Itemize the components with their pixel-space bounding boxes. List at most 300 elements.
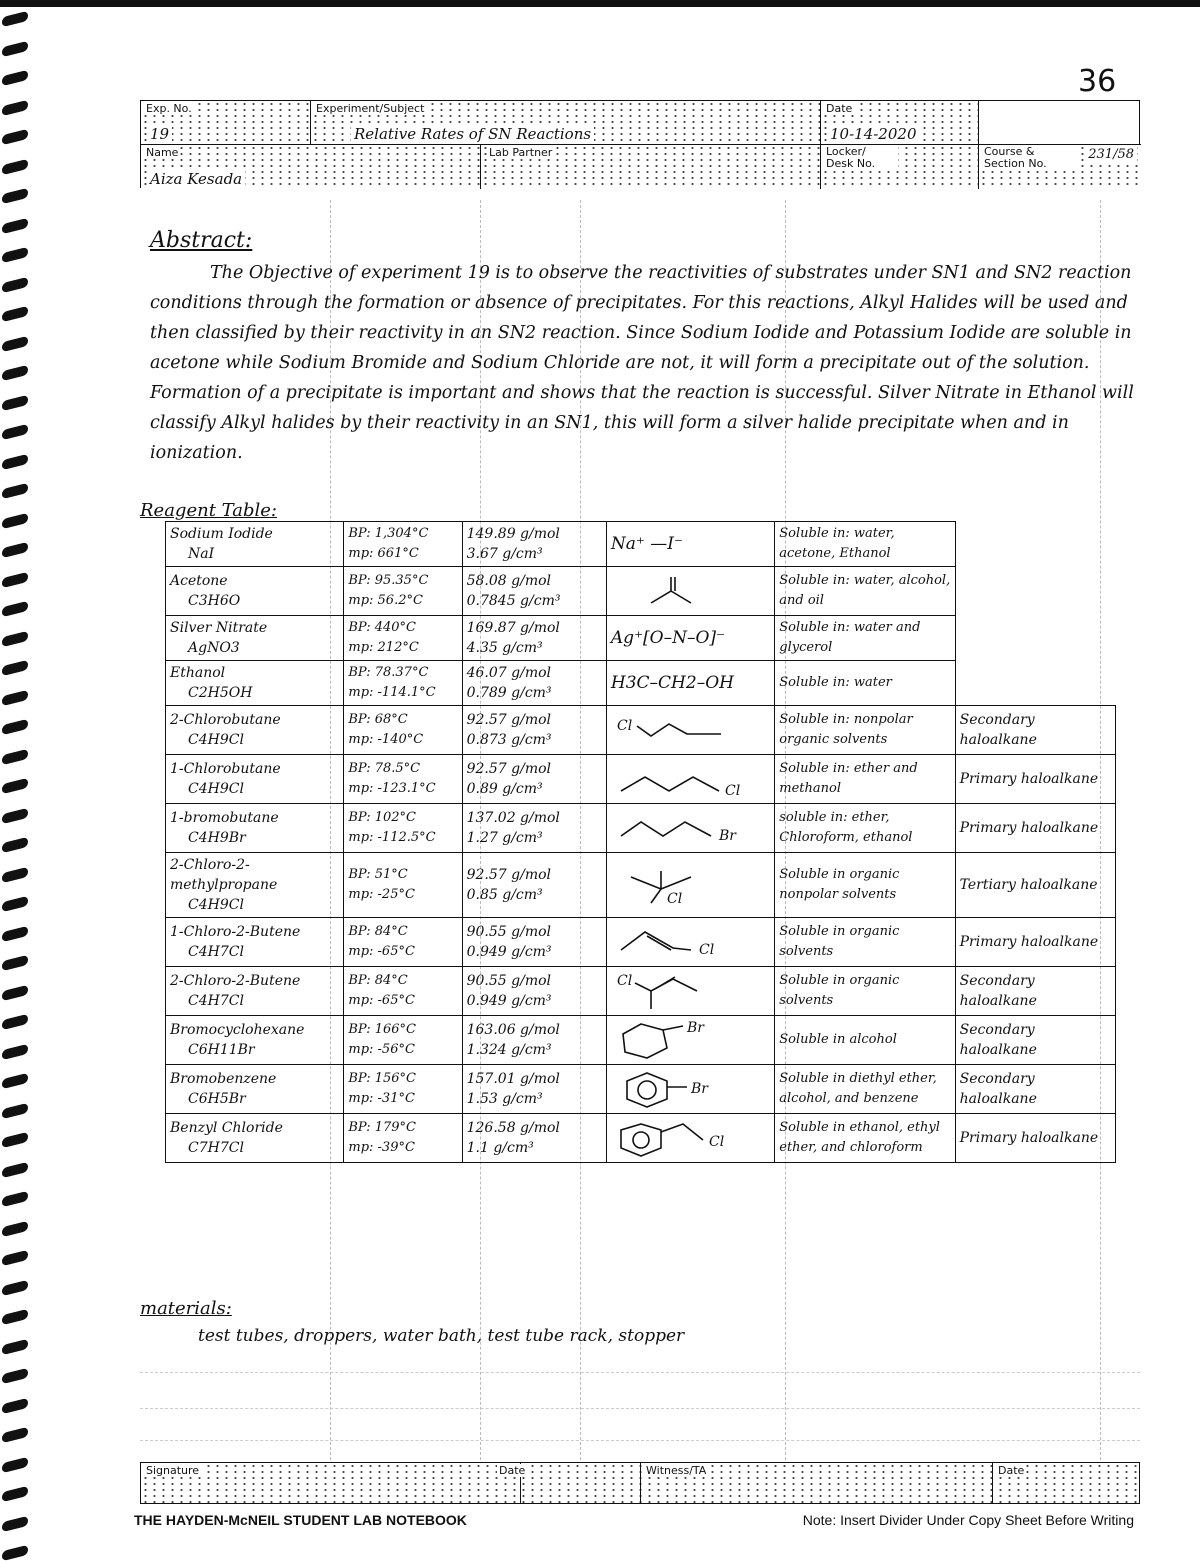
spiral-coil bbox=[2, 394, 28, 410]
spiral-coil bbox=[2, 571, 28, 587]
spiral-coil bbox=[2, 689, 28, 705]
reagent-bp-cell-bp: BP: 51°C bbox=[348, 867, 408, 882]
reagent-solubility-cell-solubility: soluble in: ether, Chloroform, ethanol bbox=[779, 810, 913, 845]
reagent-bp-cell-bp: BP: 84°C bbox=[348, 924, 408, 939]
reagent-mw-cell-mw: 169.87 g/mol bbox=[466, 620, 560, 636]
reagent-name-cell bbox=[166, 804, 344, 853]
reagent-solubility-cell-solubility: Soluble in diethyl ether, alcohol, and benzene bbox=[779, 1071, 937, 1106]
reagent-solubility-cell bbox=[775, 522, 955, 567]
spiral-coil bbox=[2, 11, 28, 27]
reagent-class-cell bbox=[955, 1065, 1115, 1114]
reagent-bp-cell-mp: mp: -39°C bbox=[348, 1140, 415, 1155]
witness-date-cell bbox=[993, 1463, 1141, 1503]
reagent-mw-cell bbox=[462, 967, 606, 1016]
reagent-solubility-cell bbox=[775, 804, 955, 853]
reagent-mw-cell-mw: 92.57 g/mol bbox=[466, 867, 551, 883]
reagent-solubility-cell bbox=[775, 918, 955, 967]
name-cell bbox=[141, 145, 481, 189]
reagent-name-cell bbox=[166, 1114, 344, 1163]
reagent-solubility-cell bbox=[775, 706, 955, 755]
reagent-bp-cell-mp: mp: -123.1°C bbox=[348, 781, 436, 796]
reagent-name-cell bbox=[166, 706, 344, 755]
notebook-header bbox=[140, 100, 1140, 188]
subject-label: Experiment/Subject bbox=[316, 102, 425, 115]
reagent-name-cell bbox=[166, 1065, 344, 1114]
reagent-class-cell-class: Primary haloalkane bbox=[959, 820, 1099, 836]
reagent-solubility-cell bbox=[775, 567, 955, 616]
reagent-row bbox=[166, 1016, 1116, 1065]
partner-cell bbox=[481, 145, 821, 189]
reagent-table-heading: Reagent Table: bbox=[140, 500, 277, 521]
reagent-bp-cell-mp: mp: -114.1°C bbox=[348, 685, 436, 700]
spiral-coil bbox=[2, 1191, 28, 1207]
svg-text:Br: Br bbox=[686, 1020, 704, 1036]
reagent-solubility-cell-solubility: Soluble in organic solvents bbox=[779, 973, 900, 1008]
exp-no-cell bbox=[141, 101, 311, 145]
structure-drawing bbox=[611, 569, 761, 613]
reagent-structure-cell bbox=[606, 1016, 774, 1065]
reagent-structure-cell bbox=[606, 1114, 774, 1163]
signature-cell bbox=[141, 1463, 521, 1503]
structure-text: Ag⁺[O–N–O]⁻ bbox=[610, 628, 726, 648]
reagent-name-cell-formula: AgNO3 bbox=[188, 640, 240, 656]
reagent-structure-cell bbox=[606, 567, 774, 616]
reagent-bp-cell bbox=[344, 853, 462, 918]
reagent-bp-cell-bp: BP: 1,304°C bbox=[348, 526, 429, 541]
structure-drawing bbox=[611, 1067, 761, 1111]
reagent-bp-cell bbox=[344, 804, 462, 853]
svg-text:Cl: Cl bbox=[708, 1134, 725, 1150]
reagent-mw-cell bbox=[462, 1016, 606, 1065]
reagent-class-cell bbox=[955, 967, 1115, 1016]
reagent-bp-cell bbox=[344, 918, 462, 967]
reagent-class-cell bbox=[955, 567, 1115, 616]
reagent-structure-cell bbox=[606, 616, 774, 661]
reagent-name-cell-formula: C3H6O bbox=[188, 593, 241, 609]
reagent-name-cell-formula: C4H9Br bbox=[188, 830, 246, 846]
reagent-name-cell-formula: C6H11Br bbox=[188, 1042, 255, 1058]
date-cell bbox=[821, 101, 979, 145]
signature-footer bbox=[140, 1462, 1140, 1504]
reagent-mw-cell-density: 0.873 g/cm³ bbox=[466, 732, 552, 748]
reagent-structure-cell bbox=[606, 918, 774, 967]
spiral-coil bbox=[2, 1102, 28, 1118]
reagent-solubility-cell-solubility: Soluble in alcohol bbox=[779, 1032, 897, 1047]
svg-text:Cl: Cl bbox=[698, 942, 715, 958]
reagent-bp-cell-bp: BP: 166°C bbox=[348, 1022, 416, 1037]
reagent-mw-cell bbox=[462, 1065, 606, 1114]
spiral-coil bbox=[2, 70, 28, 86]
spiral-coil bbox=[2, 129, 28, 145]
spiral-coil bbox=[2, 1545, 28, 1561]
abstract-heading: Abstract: bbox=[150, 228, 253, 253]
reagent-bp-cell-bp: BP: 102°C bbox=[348, 810, 416, 825]
notebook-brand: THE HAYDEN-McNEIL STUDENT LAB NOTEBOOK bbox=[134, 1512, 467, 1528]
reagent-mw-cell-mw: 163.06 g/mol bbox=[466, 1022, 560, 1038]
reagent-solubility-cell-solubility: Soluble in: water, acetone, Ethanol bbox=[779, 526, 895, 561]
reagent-class-cell bbox=[955, 853, 1115, 918]
materials-text: test tubes, droppers, water bath, test tube rack, stopper bbox=[198, 1326, 685, 1346]
svg-text:Cl: Cl bbox=[616, 718, 633, 734]
reagent-mw-cell-density: 0.89 g/cm³ bbox=[466, 781, 543, 797]
spiral-coil bbox=[2, 837, 28, 853]
reagent-solubility-cell-solubility: Soluble in organic solvents bbox=[779, 924, 900, 959]
spiral-coil bbox=[2, 1220, 28, 1236]
reagent-mw-cell-density: 1.53 g/cm³ bbox=[466, 1091, 543, 1107]
spiral-coil bbox=[2, 247, 28, 263]
structure-text: H3C–CH2–OH bbox=[610, 673, 734, 693]
reagent-solubility-cell-solubility: Soluble in organic nonpolar solvents bbox=[779, 867, 900, 902]
reagent-name-cell-name: 1-bromobutane bbox=[170, 810, 279, 826]
spiral-coil bbox=[2, 217, 28, 233]
reagent-class-cell-class: Primary haloalkane bbox=[959, 1130, 1099, 1146]
reagent-structure-cell bbox=[606, 1065, 774, 1114]
spiral-coil bbox=[2, 1456, 28, 1472]
spiral-coil bbox=[2, 158, 28, 174]
guide-line bbox=[140, 1440, 1140, 1441]
reagent-bp-cell-bp: BP: 68°C bbox=[348, 712, 408, 727]
reagent-mw-cell bbox=[462, 567, 606, 616]
reagent-name-cell bbox=[166, 661, 344, 706]
reagent-mw-cell-density: 1.27 g/cm³ bbox=[466, 830, 543, 846]
spiral-binding bbox=[0, 0, 34, 1560]
exp-no-label: Exp. No. bbox=[146, 102, 192, 115]
reagent-name-cell-formula: C4H9Cl bbox=[188, 781, 244, 797]
reagent-mw-cell-mw: 92.57 g/mol bbox=[466, 761, 551, 777]
svg-text:Cl: Cl bbox=[666, 891, 683, 907]
reagent-bp-cell-mp: mp: 56.2°C bbox=[348, 593, 423, 608]
reagent-name-cell-name: 2-Chloro-2-methylpropane bbox=[170, 857, 278, 893]
structure-drawing bbox=[611, 1116, 761, 1160]
reagent-name-cell-formula: C4H7Cl bbox=[188, 944, 244, 960]
spiral-coil bbox=[2, 1397, 28, 1413]
reagent-bp-cell-bp: BP: 156°C bbox=[348, 1071, 416, 1086]
svg-text:Br: Br bbox=[718, 828, 736, 844]
spiral-coil bbox=[2, 1132, 28, 1148]
witness-cell bbox=[641, 1463, 993, 1503]
reagent-class-cell bbox=[955, 616, 1115, 661]
reagent-solubility-cell-solubility: Soluble in: nonpolar organic solvents bbox=[779, 712, 913, 747]
spiral-coil bbox=[2, 1309, 28, 1325]
reagent-class-cell bbox=[955, 755, 1115, 804]
reagent-name-cell-formula: C6H5Br bbox=[188, 1091, 246, 1107]
structure-text: Na⁺ —I⁻ bbox=[610, 534, 683, 554]
reagent-bp-cell-bp: BP: 84°C bbox=[348, 973, 408, 988]
reagent-structure-cell bbox=[606, 853, 774, 918]
reagent-class-cell bbox=[955, 706, 1115, 755]
date-value: 10-14-2020 bbox=[827, 125, 919, 143]
reagent-mw-cell-density: 0.85 g/cm³ bbox=[466, 887, 543, 903]
reagent-structure-cell bbox=[606, 706, 774, 755]
reagent-bp-cell bbox=[344, 706, 462, 755]
spiral-coil bbox=[2, 365, 28, 381]
spiral-coil bbox=[2, 660, 28, 676]
reagent-name-cell-formula: C4H9Cl bbox=[188, 732, 244, 748]
spiral-coil bbox=[2, 955, 28, 971]
structure-drawing bbox=[611, 1018, 761, 1062]
reagent-solubility-cell-solubility: Soluble in: water and glycerol bbox=[779, 620, 921, 655]
reagent-name-cell-name: Sodium Iodide bbox=[170, 526, 273, 542]
structure-drawing bbox=[611, 806, 761, 850]
reagent-row bbox=[166, 967, 1116, 1016]
spiral-coil bbox=[2, 1486, 28, 1502]
spiral-coil bbox=[2, 866, 28, 882]
sig-date-cell bbox=[499, 1463, 641, 1503]
spiral-coil bbox=[2, 1014, 28, 1030]
reagent-row bbox=[166, 567, 1116, 616]
reagent-row bbox=[166, 1065, 1116, 1114]
course-cell bbox=[979, 145, 1141, 189]
reagent-bp-cell bbox=[344, 661, 462, 706]
reagent-mw-cell-mw: 92.57 g/mol bbox=[466, 712, 551, 728]
spiral-coil bbox=[2, 896, 28, 912]
reagent-name-cell bbox=[166, 1016, 344, 1065]
page-top-edge bbox=[0, 0, 1200, 7]
reagent-mw-cell bbox=[462, 661, 606, 706]
reagent-class-cell-class: Secondary haloalkane bbox=[959, 1071, 1037, 1107]
structure-drawing bbox=[611, 920, 761, 964]
reagent-bp-cell-mp: mp: -112.5°C bbox=[348, 830, 436, 845]
spiral-coil bbox=[2, 335, 28, 351]
reagent-mw-cell-density: 0.789 g/cm³ bbox=[466, 685, 552, 701]
spiral-coil bbox=[2, 1368, 28, 1384]
reagent-solubility-cell bbox=[775, 853, 955, 918]
reagent-row bbox=[166, 661, 1116, 706]
spiral-coil bbox=[2, 1073, 28, 1089]
spiral-coil bbox=[2, 630, 28, 646]
spiral-coil bbox=[2, 512, 28, 528]
reagent-name-cell-name: Acetone bbox=[170, 573, 228, 589]
locker-cell bbox=[821, 145, 979, 189]
spiral-coil bbox=[2, 807, 28, 823]
reagent-row bbox=[166, 522, 1116, 567]
reagent-solubility-cell-solubility: Soluble in ethanol, ethyl ether, and chloroform bbox=[779, 1120, 940, 1155]
reagent-class-cell bbox=[955, 522, 1115, 567]
reagent-bp-cell-mp: mp: -25°C bbox=[348, 887, 415, 902]
divider-note: Note: Insert Divider Under Copy Sheet Before Writing bbox=[802, 1512, 1134, 1528]
witness-date-label: Date bbox=[998, 1464, 1025, 1477]
reagent-mw-cell-density: 1.324 g/cm³ bbox=[466, 1042, 552, 1058]
reagent-row bbox=[166, 1114, 1116, 1163]
reagent-mw-cell-mw: 149.89 g/mol bbox=[466, 526, 560, 542]
reagent-class-cell-class: Primary haloalkane bbox=[959, 934, 1099, 950]
reagent-mw-cell-mw: 126.58 g/mol bbox=[466, 1120, 560, 1136]
date-label: Date bbox=[826, 102, 853, 115]
reagent-name-cell bbox=[166, 567, 344, 616]
structure-drawing bbox=[611, 757, 761, 801]
svg-text:Cl: Cl bbox=[616, 973, 633, 989]
subject-value: Relative Rates of SN Reactions bbox=[351, 125, 594, 143]
spiral-coil bbox=[2, 483, 28, 499]
reagent-row bbox=[166, 804, 1116, 853]
reagent-bp-cell-mp: mp: -140°C bbox=[348, 732, 424, 747]
reagent-bp-cell bbox=[344, 967, 462, 1016]
reagent-bp-cell bbox=[344, 522, 462, 567]
reagent-bp-cell-mp: mp: -56°C bbox=[348, 1042, 415, 1057]
reagent-structure-cell bbox=[606, 522, 774, 567]
reagent-name-cell-name: 2-Chloro-2-Butene bbox=[170, 973, 301, 989]
reagent-bp-cell-mp: mp: 212°C bbox=[348, 640, 419, 655]
reagent-mw-cell bbox=[462, 755, 606, 804]
spiral-coil bbox=[2, 1279, 28, 1295]
reagent-class-cell-class: Secondary haloalkane bbox=[959, 973, 1037, 1009]
reagent-solubility-cell bbox=[775, 1016, 955, 1065]
sig-date-label: Date bbox=[499, 1464, 526, 1477]
reagent-mw-cell bbox=[462, 853, 606, 918]
course-value: 231/58 bbox=[1085, 147, 1137, 162]
reagent-name-cell bbox=[166, 967, 344, 1016]
reagent-name-cell-name: Silver Nitrate bbox=[170, 620, 268, 636]
subject-cell bbox=[311, 101, 821, 145]
reagent-name-cell bbox=[166, 918, 344, 967]
reagent-mw-cell-density: 0.7845 g/cm³ bbox=[466, 593, 561, 609]
reagent-mw-cell-density: 0.949 g/cm³ bbox=[466, 944, 552, 960]
reagent-bp-cell-mp: mp: -65°C bbox=[348, 993, 415, 1008]
reagent-name-cell-name: Bromocyclohexane bbox=[170, 1022, 305, 1038]
reagent-mw-cell-mw: 90.55 g/mol bbox=[466, 973, 551, 989]
name-value: Aiza Kesada bbox=[147, 170, 245, 188]
reagent-solubility-cell bbox=[775, 661, 955, 706]
reagent-name-cell-name: 2-Chlorobutane bbox=[170, 712, 281, 728]
spiral-coil bbox=[2, 601, 28, 617]
reagent-mw-cell bbox=[462, 616, 606, 661]
reagent-table bbox=[165, 521, 1116, 1163]
reagent-name-cell-formula: C4H9Cl bbox=[188, 897, 244, 913]
spiral-coil bbox=[2, 925, 28, 941]
reagent-class-cell bbox=[955, 918, 1115, 967]
reagent-row bbox=[166, 918, 1116, 967]
reagent-row bbox=[166, 706, 1116, 755]
reagent-name-cell bbox=[166, 755, 344, 804]
reagent-name-cell-formula: NaI bbox=[188, 546, 215, 562]
reagent-mw-cell-mw: 157.01 g/mol bbox=[466, 1071, 560, 1087]
witness-label: Witness/TA bbox=[646, 1464, 707, 1477]
reagent-bp-cell-mp: mp: -31°C bbox=[348, 1091, 415, 1106]
name-label: Name bbox=[146, 146, 179, 159]
reagent-bp-cell-bp: BP: 78.37°C bbox=[348, 665, 429, 680]
structure-drawing bbox=[611, 708, 761, 752]
reagent-mw-cell-density: 4.35 g/cm³ bbox=[466, 640, 543, 656]
guide-line bbox=[140, 1372, 1140, 1373]
locker-label: Locker/ Desk No. bbox=[824, 146, 898, 170]
reagent-class-cell bbox=[955, 1114, 1115, 1163]
reagent-mw-cell-density: 1.1 g/cm³ bbox=[466, 1140, 534, 1156]
spiral-coil bbox=[2, 99, 28, 115]
reagent-bp-cell-bp: BP: 440°C bbox=[348, 620, 416, 635]
reagent-mw-cell bbox=[462, 522, 606, 567]
reagent-structure-cell bbox=[606, 755, 774, 804]
reagent-solubility-cell-solubility: Soluble in: water, alcohol, and oil bbox=[779, 573, 951, 608]
reagent-class-cell bbox=[955, 804, 1115, 853]
reagent-mw-cell-mw: 90.55 g/mol bbox=[466, 924, 551, 940]
header-blank-cell bbox=[979, 101, 1141, 145]
reagent-solubility-cell bbox=[775, 967, 955, 1016]
reagent-mw-cell-density: 3.67 g/cm³ bbox=[466, 546, 543, 562]
spiral-coil bbox=[2, 1250, 28, 1266]
reagent-name-cell-name: 1-Chlorobutane bbox=[170, 761, 281, 777]
reagent-class-cell-class: Secondary haloalkane bbox=[959, 1022, 1037, 1058]
reagent-solubility-cell-solubility: Soluble in: ether and methanol bbox=[779, 761, 918, 796]
reagent-mw-cell-mw: 46.07 g/mol bbox=[466, 665, 551, 681]
spiral-coil bbox=[2, 778, 28, 794]
reagent-name-cell-formula: C2H5OH bbox=[188, 685, 253, 701]
partner-label: Lab Partner bbox=[489, 146, 553, 159]
reagent-bp-cell-bp: BP: 179°C bbox=[348, 1120, 416, 1135]
reagent-name-cell bbox=[166, 522, 344, 567]
reagent-class-cell-class: Primary haloalkane bbox=[959, 771, 1099, 787]
signature-label: Signature bbox=[146, 1464, 200, 1477]
spiral-coil bbox=[2, 1043, 28, 1059]
reagent-mw-cell-mw: 58.08 g/mol bbox=[466, 573, 551, 589]
reagent-class-cell bbox=[955, 661, 1115, 706]
reagent-bp-cell-mp: mp: -65°C bbox=[348, 944, 415, 959]
reagent-mw-cell-density: 0.949 g/cm³ bbox=[466, 993, 552, 1009]
reagent-class-cell-class: Tertiary haloalkane bbox=[959, 877, 1098, 893]
reagent-mw-cell bbox=[462, 1114, 606, 1163]
reagent-structure-cell bbox=[606, 661, 774, 706]
spiral-coil bbox=[2, 424, 28, 440]
spiral-coil bbox=[2, 1338, 28, 1354]
reagent-name-cell-name: Benzyl Chloride bbox=[170, 1120, 283, 1136]
reagent-mw-cell bbox=[462, 918, 606, 967]
reagent-mw-cell-mw: 137.02 g/mol bbox=[466, 810, 560, 826]
reagent-bp-cell-bp: BP: 78.5°C bbox=[348, 761, 421, 776]
spiral-coil bbox=[2, 1161, 28, 1177]
page-number: 36 bbox=[1078, 64, 1117, 99]
abstract-text: The Objective of experiment 19 is to observe the reactivities of substrates under SN1 and SN2 reaction conditions through the formation or absence of precipitates. For this reactions, Alkyl Halides will be used and then classified by their reactivity in an SN2 reaction. Since Sodium Iodide and Potassium Iodide are soluble in acetone while Sodium Bromide and Sodium Chloride are not, it will form a precipitate out of the solution. Formation of a precipitate is important and shows that the reaction is successful. Silver Nitrate in Ethanol will classify Alkyl halides by their reactivity in an SN1, this will form a silver halide precipitate when and in ionization. bbox=[150, 263, 1134, 463]
reagent-row bbox=[166, 853, 1116, 918]
spiral-coil bbox=[2, 188, 28, 204]
reagent-name-cell-formula: C7H7Cl bbox=[188, 1140, 244, 1156]
reagent-name-cell-name: 1-Chloro-2-Butene bbox=[170, 924, 301, 940]
spiral-coil bbox=[2, 306, 28, 322]
reagent-bp-cell bbox=[344, 616, 462, 661]
reagent-row bbox=[166, 616, 1116, 661]
spiral-coil bbox=[2, 453, 28, 469]
svg-text:Br: Br bbox=[690, 1081, 708, 1097]
spiral-coil bbox=[2, 542, 28, 558]
reagent-solubility-cell bbox=[775, 1114, 955, 1163]
reagent-structure-cell bbox=[606, 967, 774, 1016]
reagent-bp-cell bbox=[344, 1114, 462, 1163]
reagent-name-cell bbox=[166, 853, 344, 918]
materials-heading: materials: bbox=[140, 1298, 232, 1319]
reagent-name-cell-name: Bromobenzene bbox=[170, 1071, 277, 1087]
reagent-class-cell-class: Secondary haloalkane bbox=[959, 712, 1037, 748]
reagent-bp-cell bbox=[344, 567, 462, 616]
reagent-name-cell-formula: C4H7Cl bbox=[188, 993, 244, 1009]
reagent-bp-cell-mp: mp: 661°C bbox=[348, 546, 419, 561]
spiral-coil bbox=[2, 719, 28, 735]
spiral-coil bbox=[2, 984, 28, 1000]
exp-no-value: 19 bbox=[147, 125, 172, 143]
reagent-name-cell bbox=[166, 616, 344, 661]
reagent-name-cell-name: Ethanol bbox=[170, 665, 226, 681]
reagent-bp-cell bbox=[344, 755, 462, 804]
svg-text:Cl: Cl bbox=[724, 783, 741, 799]
spiral-coil bbox=[2, 748, 28, 764]
reagent-mw-cell bbox=[462, 804, 606, 853]
structure-drawing bbox=[611, 969, 761, 1013]
reagent-mw-cell bbox=[462, 706, 606, 755]
reagent-bp-cell bbox=[344, 1065, 462, 1114]
reagent-solubility-cell bbox=[775, 1065, 955, 1114]
spiral-coil bbox=[2, 1427, 28, 1443]
course-label: Course & Section No. bbox=[982, 146, 1078, 170]
reagent-structure-cell bbox=[606, 804, 774, 853]
spiral-coil bbox=[2, 276, 28, 292]
spiral-coil bbox=[2, 40, 28, 56]
